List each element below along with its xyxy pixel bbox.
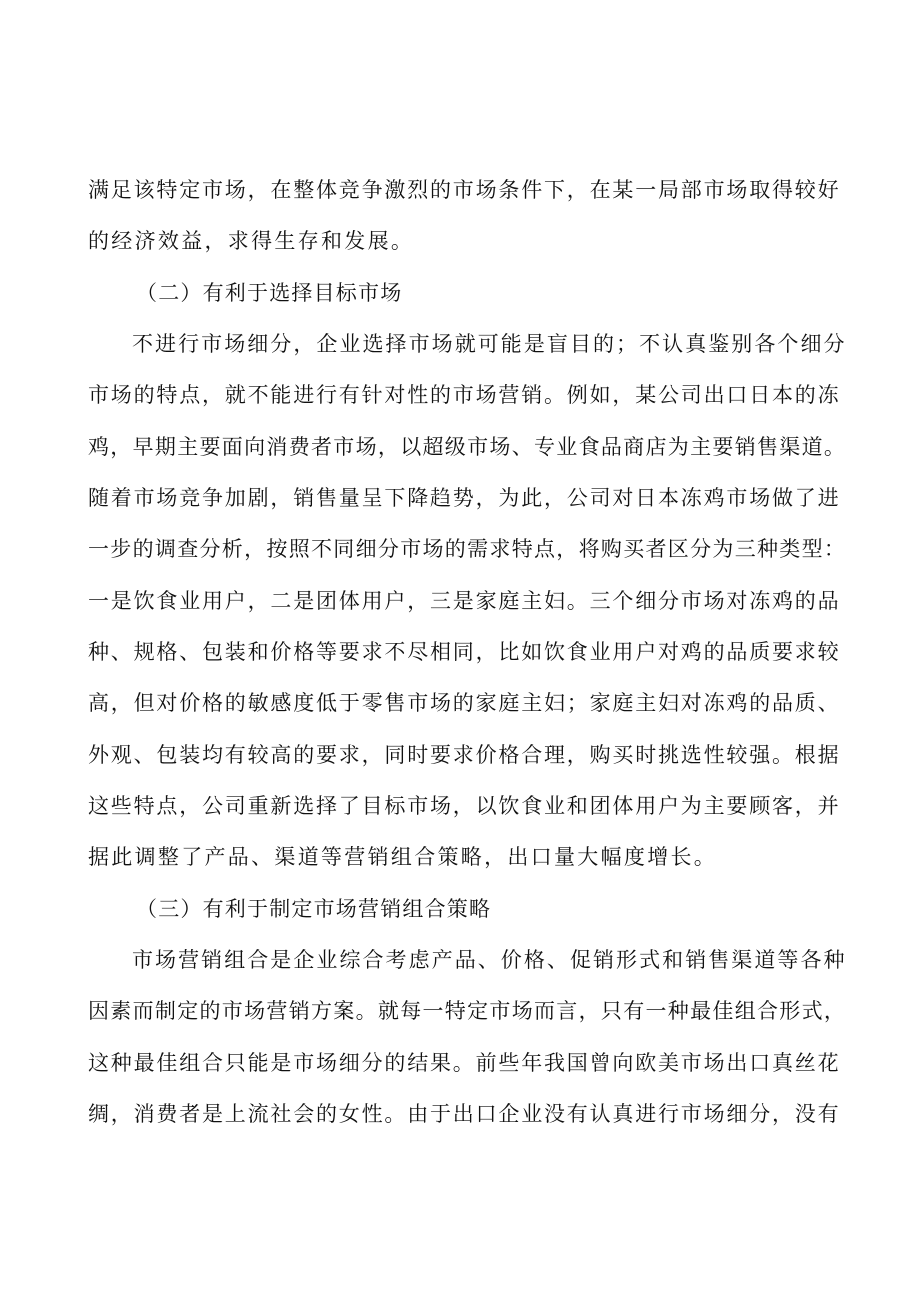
paragraph-line: 这些特点，公司重新选择了目标市场，以饮食业和团体用户为主要顾客，并 <box>88 794 841 818</box>
paragraph-line: 据此调整了产品、渠道等营销组合策略，出口量大幅度增长。 <box>88 845 718 869</box>
paragraph-line: 一步的调查分析，按照不同细分市场的需求特点，将购买者区分为三种类型： <box>88 537 847 561</box>
paragraph-line: 鸡，早期主要面向消费者市场，以超级市场、专业食品商店为主要销售渠道。 <box>88 435 847 459</box>
paragraph-line: 不进行市场细分，企业选择市场就可能是盲目的；不认真鉴别各个细分 <box>132 332 847 356</box>
paragraph-line: 绸，消费者是上流社会的女性。由于出口企业没有认真进行市场细分，没有 <box>88 1102 841 1126</box>
paragraph-line: 满足该特定市场，在整体竞争激烈的市场条件下，在某一局部市场取得较好 <box>88 178 841 202</box>
paragraph-line: 一是饮食业用户，二是团体用户，三是家庭主妇。三个细分市场对冻鸡的品 <box>88 589 841 613</box>
paragraph-line: 高，但对价格的敏感度低于零售市场的家庭主妇；家庭主妇对冻鸡的品质、 <box>88 691 841 715</box>
paragraph-line: 种、规格、包装和价格等要求不尽相同，比如饮食业用户对鸡的品质要求较 <box>88 640 841 664</box>
paragraph-line: 随着市场竞争加剧，销售量呈下降趋势，为此，公司对日本冻鸡市场做了进 <box>88 486 841 510</box>
paragraph-line: 外观、包装均有较高的要求，同时要求价格合理，购买时挑选性较强。根据 <box>88 743 841 767</box>
paragraph-line: 市场营销组合是企业综合考虑产品、价格、促销形式和销售渠道等各种 <box>132 948 847 972</box>
paragraph-line: 这种最佳组合只能是市场细分的结果。前些年我国曾向欧美市场出口真丝花 <box>88 1051 841 1075</box>
paragraph-line: 因素而制定的市场营销方案。就每一特定市场而言，只有一种最佳组合形式， <box>88 999 847 1023</box>
section-heading-3: （三）有利于制定市场营销组合策略 <box>136 897 492 921</box>
section-heading-2: （二）有利于选择目标市场 <box>136 281 403 305</box>
paragraph-line: 市场的特点，就不能进行有针对性的市场营销。例如，某公司出口日本的冻 <box>88 383 841 407</box>
paragraph-line: 的经济效益，求得生存和发展。 <box>88 229 415 253</box>
